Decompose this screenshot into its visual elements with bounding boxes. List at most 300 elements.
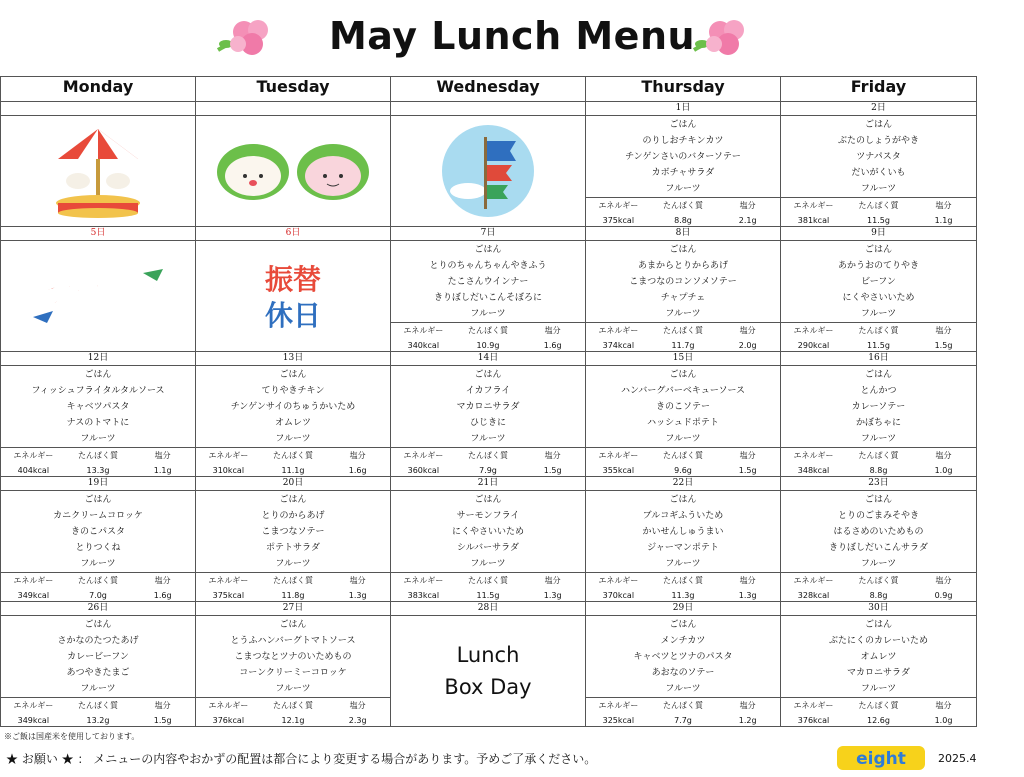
dish-item: きのこパスタ bbox=[70, 527, 125, 537]
nutrition-value: 383kcal bbox=[407, 591, 440, 600]
dish-item: カボチャサラダ bbox=[651, 168, 715, 178]
nutrition-value: 1.0g bbox=[934, 716, 953, 725]
menu-cell bbox=[781, 116, 976, 226]
nutrition-table bbox=[586, 322, 780, 353]
dish-list bbox=[196, 616, 390, 697]
nutrition-label: たんぱく質 bbox=[858, 326, 899, 335]
page-header bbox=[0, 0, 1024, 76]
nutrition-table bbox=[391, 322, 585, 353]
dish-item: カレーソテー bbox=[851, 402, 906, 412]
menu-cell bbox=[1, 616, 195, 726]
svg-text:こどもの日: こどもの日 bbox=[38, 281, 158, 309]
kashiwa-mochi-icon bbox=[213, 136, 373, 206]
nutrition-label: たんぱく質 bbox=[662, 576, 703, 585]
dish-item: フルーツ bbox=[860, 309, 897, 319]
nutrition-label: 塩分 bbox=[154, 451, 171, 460]
dish-list bbox=[781, 366, 976, 447]
day-header-tuesday: Tuesday bbox=[196, 77, 391, 102]
nutrition-value: 370kcal bbox=[602, 591, 635, 600]
nutrition-value: 340kcal bbox=[407, 341, 440, 350]
nutrition-value: 349kcal bbox=[17, 716, 50, 725]
nutrition-value: 2.1g bbox=[738, 216, 757, 225]
menu-cell bbox=[781, 366, 976, 476]
dish-list bbox=[781, 616, 976, 697]
nutrition-value: 1.3g bbox=[348, 591, 367, 600]
dish-item: ごはん bbox=[84, 495, 112, 505]
version-label: 2025.4 bbox=[938, 752, 977, 765]
date-label: 15日 bbox=[586, 352, 781, 366]
nutrition-label: たんぱく質 bbox=[77, 451, 118, 460]
date-label: 6日 bbox=[196, 227, 391, 241]
dish-list bbox=[781, 491, 976, 572]
day-cell bbox=[586, 366, 781, 477]
nutrition-label: エネルギー bbox=[598, 201, 639, 210]
dish-item: てりやきチキン bbox=[261, 386, 325, 396]
date-label: 16日 bbox=[781, 352, 977, 366]
date-label: 13日 bbox=[196, 352, 391, 366]
nutrition-value: 2.0g bbox=[738, 341, 757, 350]
dish-item: フルーツ bbox=[275, 434, 311, 444]
dish-item: ハッシュドポテト bbox=[647, 418, 719, 428]
nutrition-label: たんぱく質 bbox=[467, 326, 508, 335]
day-cell bbox=[196, 241, 391, 352]
dish-item: フルーツ bbox=[665, 684, 701, 694]
day-cell bbox=[391, 616, 586, 727]
nutrition-value: 1.3g bbox=[738, 591, 757, 600]
date-label: 9日 bbox=[781, 227, 977, 241]
nutrition-label: たんぱく質 bbox=[858, 201, 899, 210]
kodomo-no-hi-illustration bbox=[1, 241, 195, 351]
day-cell bbox=[391, 116, 586, 227]
nutrition-value: 8.8g bbox=[869, 466, 888, 475]
dish-item: きのこソテー bbox=[655, 402, 710, 412]
nutrition-label: エネルギー bbox=[13, 701, 54, 710]
day-header-thursday: Thursday bbox=[586, 77, 781, 102]
nutrition-value: 355kcal bbox=[602, 466, 635, 475]
day-cell bbox=[781, 116, 977, 227]
menu-cell bbox=[781, 241, 976, 351]
furikae-kyujitsu-illustration bbox=[196, 241, 390, 351]
date-label: 22日 bbox=[586, 477, 781, 491]
dish-item: コーンクリーミーコロッケ bbox=[239, 668, 347, 678]
dish-list bbox=[1, 616, 195, 697]
menu-cell bbox=[586, 616, 780, 726]
dish-item: のりしおチキンカツ bbox=[642, 136, 724, 146]
menu-cell bbox=[586, 366, 780, 476]
dish-item: とりのからあげ bbox=[261, 511, 325, 521]
nutrition-table bbox=[391, 572, 585, 603]
nutrition-table bbox=[391, 447, 585, 478]
date-row bbox=[1, 352, 977, 366]
menu-cell bbox=[1, 491, 195, 601]
date-label: 2日 bbox=[781, 102, 977, 116]
date-label: 5日 bbox=[1, 227, 196, 241]
dish-item: とりのちゃんちゃんやきふう bbox=[429, 261, 547, 271]
menu-cell bbox=[586, 241, 780, 351]
nutrition-value: 7.9g bbox=[479, 466, 497, 475]
nutrition-label: 塩分 bbox=[349, 451, 366, 460]
dish-list bbox=[1, 491, 195, 572]
dish-item: ごはん bbox=[669, 495, 697, 505]
dish-item: こまつなのコンソメソテー bbox=[629, 277, 737, 287]
lunch-box-line: Lunch bbox=[456, 643, 520, 667]
nutrition-value: 328kcal bbox=[797, 591, 830, 600]
nutrition-label: たんぱく質 bbox=[662, 451, 703, 460]
day-cell bbox=[781, 491, 977, 602]
nutrition-value: 1.5g bbox=[934, 341, 953, 350]
day-cell bbox=[391, 366, 586, 477]
dish-item: キャベツパスタ bbox=[66, 402, 130, 412]
nutrition-value: 2.3g bbox=[348, 716, 367, 725]
dish-item: あつやきたまご bbox=[66, 668, 130, 678]
nutrition-table bbox=[586, 197, 780, 228]
dish-item: ごはん bbox=[84, 620, 112, 630]
dish-item: とうふハンバーグトマトソース bbox=[230, 636, 356, 646]
menu-row bbox=[1, 616, 977, 727]
dish-list bbox=[391, 241, 585, 322]
nutrition-value: 11.3g bbox=[671, 591, 695, 600]
nutrition-value: 0.9g bbox=[934, 591, 953, 600]
day-cell bbox=[196, 616, 391, 727]
nutrition-label: エネルギー bbox=[793, 201, 834, 210]
dish-item: ひじきに bbox=[469, 418, 506, 428]
nutrition-label: エネルギー bbox=[208, 576, 249, 585]
dish-item: かいせんしゅうまい bbox=[642, 527, 724, 537]
dish-item: きりぼしだいこんサラダ bbox=[829, 543, 928, 553]
date-label: 27日 bbox=[196, 602, 391, 616]
day-cell bbox=[781, 616, 977, 727]
date-label bbox=[1, 102, 196, 116]
nutrition-value: 375kcal bbox=[602, 216, 635, 225]
kodomo-no-hi-icon bbox=[23, 261, 173, 331]
nutrition-label: エネルギー bbox=[793, 326, 834, 335]
day-header-friday: Friday bbox=[781, 77, 977, 102]
nutrition-value: 381kcal bbox=[797, 216, 830, 225]
dish-item: フルーツ bbox=[665, 309, 701, 319]
dish-item: フルーツ bbox=[860, 559, 897, 569]
koinobori-illustration bbox=[391, 116, 585, 226]
nutrition-label: たんぱく質 bbox=[467, 576, 508, 585]
dish-item: フルーツ bbox=[470, 559, 506, 569]
nutrition-label: たんぱく質 bbox=[662, 326, 703, 335]
nutrition-value: 11.5g bbox=[476, 591, 500, 600]
day-cell bbox=[586, 241, 781, 352]
nutrition-label: エネルギー bbox=[208, 701, 249, 710]
dish-list bbox=[586, 616, 780, 697]
menu-cell bbox=[391, 366, 585, 476]
nutrition-label: 塩分 bbox=[739, 451, 756, 460]
day-cell bbox=[586, 616, 781, 727]
nutrition-label: エネルギー bbox=[403, 576, 444, 585]
dish-item: オムレツ bbox=[274, 418, 311, 428]
dish-list bbox=[781, 116, 976, 197]
menu-row bbox=[1, 241, 977, 352]
dish-item: ごはん bbox=[864, 245, 892, 255]
nutrition-value: 8.8g bbox=[869, 591, 888, 600]
dish-item: ブルコギふういため bbox=[642, 511, 724, 521]
nutrition-table bbox=[586, 572, 780, 603]
day-cell bbox=[391, 241, 586, 352]
date-row bbox=[1, 602, 977, 616]
merry-go-round-illustration bbox=[1, 116, 195, 226]
nutrition-table bbox=[196, 447, 390, 478]
nutrition-value: 1.6g bbox=[348, 466, 367, 475]
dish-item: カニクリームコロッケ bbox=[53, 511, 143, 521]
nutrition-label: 塩分 bbox=[544, 451, 561, 460]
menu-cell bbox=[781, 616, 976, 726]
date-label: 8日 bbox=[586, 227, 781, 241]
menu-row bbox=[1, 116, 977, 227]
nutrition-label: たんぱく質 bbox=[467, 451, 508, 460]
menu-row bbox=[1, 491, 977, 602]
nutrition-label: エネルギー bbox=[208, 451, 249, 460]
nutrition-label: 塩分 bbox=[935, 576, 952, 585]
nutrition-table bbox=[781, 572, 976, 603]
nutrition-label: 塩分 bbox=[739, 701, 756, 710]
nutrition-table bbox=[1, 572, 195, 603]
dish-item: ごはん bbox=[864, 370, 892, 380]
nutrition-table bbox=[781, 197, 976, 228]
furikae-kyujitsu-icon bbox=[238, 251, 348, 341]
merry-go-round-icon bbox=[48, 121, 148, 221]
dish-item: ごはん bbox=[279, 370, 307, 380]
nutrition-value: 8.8g bbox=[674, 216, 692, 225]
page-title: May Lunch Menu bbox=[328, 14, 696, 58]
dish-list bbox=[1, 366, 195, 447]
nutrition-value: 349kcal bbox=[17, 591, 50, 600]
dish-item: ごはん bbox=[864, 495, 892, 505]
day-cell bbox=[196, 491, 391, 602]
nutrition-label: たんぱく質 bbox=[272, 576, 313, 585]
nutrition-value: 1.1g bbox=[934, 216, 953, 225]
nutrition-value: 1.5g bbox=[738, 466, 757, 475]
nutrition-value: 7.7g bbox=[674, 716, 692, 725]
nutrition-value: 310kcal bbox=[212, 466, 245, 475]
logo-text: eight bbox=[856, 749, 906, 769]
dish-item: キャベツとツナのパスタ bbox=[633, 652, 733, 662]
nutrition-label: エネルギー bbox=[598, 701, 639, 710]
date-label bbox=[391, 102, 586, 116]
dish-item: ごはん bbox=[864, 620, 892, 630]
nutrition-label: 塩分 bbox=[544, 326, 561, 335]
nutrition-value: 11.5g bbox=[867, 341, 890, 350]
nutrition-label: エネルギー bbox=[403, 326, 444, 335]
menu-cell bbox=[781, 491, 976, 601]
kashiwa-mochi-illustration bbox=[196, 116, 390, 226]
rice-note: ※ご飯は国産米を使用しております。 bbox=[4, 732, 140, 741]
nutrition-label: 塩分 bbox=[935, 201, 952, 210]
nutrition-value: 9.6g bbox=[674, 466, 692, 475]
nutrition-value: 374kcal bbox=[602, 341, 635, 350]
nutrition-table bbox=[781, 447, 976, 478]
day-cell bbox=[781, 241, 977, 352]
date-row bbox=[1, 102, 977, 116]
nutrition-value: 1.2g bbox=[738, 716, 757, 725]
day-header-wednesday: Wednesday bbox=[391, 77, 586, 102]
dish-item: ごはん bbox=[864, 120, 892, 130]
day-cell bbox=[781, 366, 977, 477]
nutrition-table bbox=[196, 572, 390, 603]
day-cell bbox=[1, 241, 196, 352]
nutrition-label: たんぱく質 bbox=[662, 701, 703, 710]
dish-item: フルーツ bbox=[470, 434, 506, 444]
dish-item: ポテトサラダ bbox=[266, 543, 320, 553]
nutrition-label: エネルギー bbox=[403, 451, 444, 460]
dish-item: ごはん bbox=[474, 370, 502, 380]
dish-item: きりぼしだいこんそぼろに bbox=[433, 293, 542, 303]
dish-item: たこさんウインナー bbox=[447, 277, 529, 287]
nutrition-label: たんぱく質 bbox=[858, 576, 899, 585]
dish-item: シルバーサラダ bbox=[456, 543, 520, 553]
nutrition-label: エネルギー bbox=[598, 326, 639, 335]
day-cell bbox=[196, 366, 391, 477]
dish-item: ぶたのしょうがやき bbox=[837, 136, 919, 146]
day-header-monday: Monday bbox=[1, 77, 196, 102]
dish-list bbox=[391, 366, 585, 447]
dish-item: ごはん bbox=[474, 495, 502, 505]
dish-item: ごはん bbox=[474, 245, 502, 255]
date-label: 19日 bbox=[1, 477, 196, 491]
nutrition-value: 376kcal bbox=[797, 716, 830, 725]
dish-item: マカロニサラダ bbox=[456, 402, 520, 412]
menu-cell bbox=[196, 616, 390, 726]
dish-list bbox=[196, 491, 390, 572]
dish-item: ジャーマンポテト bbox=[647, 543, 719, 553]
nutrition-label: 塩分 bbox=[935, 701, 952, 710]
dish-item: ごはん bbox=[669, 245, 697, 255]
carnation-icon bbox=[690, 10, 752, 66]
dish-item: フルーツ bbox=[470, 309, 506, 319]
nutrition-value: 348kcal bbox=[797, 466, 830, 475]
dish-item: メンチカツ bbox=[660, 636, 706, 646]
nutrition-label: 塩分 bbox=[154, 701, 171, 710]
nutrition-value: 10.9g bbox=[476, 341, 500, 350]
nutrition-value: 12.1g bbox=[281, 716, 305, 725]
date-label: 12日 bbox=[1, 352, 196, 366]
dish-item: はるさめのいためもの bbox=[833, 527, 924, 537]
dish-item: フルーツ bbox=[665, 184, 701, 194]
menu-cell bbox=[391, 241, 585, 351]
nutrition-value: 1.6g bbox=[543, 341, 562, 350]
day-cell bbox=[1, 491, 196, 602]
nutrition-label: 塩分 bbox=[739, 201, 756, 210]
dish-list bbox=[781, 241, 976, 322]
nutrition-label: エネルギー bbox=[793, 451, 834, 460]
day-cell bbox=[196, 116, 391, 227]
nutrition-value: 404kcal bbox=[17, 466, 50, 475]
nutrition-label: たんぱく質 bbox=[77, 701, 118, 710]
nutrition-label: 塩分 bbox=[544, 576, 561, 585]
dish-item: サーモンフライ bbox=[456, 511, 520, 521]
date-label: 30日 bbox=[781, 602, 977, 616]
nutrition-value: 11.8g bbox=[281, 591, 305, 600]
dish-item: だいがくいも bbox=[851, 168, 906, 178]
dish-item: フルーツ bbox=[860, 184, 897, 194]
lunch-menu-table bbox=[0, 76, 977, 727]
nutrition-table bbox=[586, 447, 780, 478]
date-label: 14日 bbox=[391, 352, 586, 366]
dish-item: あまからとりからあげ bbox=[637, 261, 728, 271]
dish-item: ごはん bbox=[669, 370, 697, 380]
dish-item: ごはん bbox=[669, 120, 697, 130]
date-label: 21日 bbox=[391, 477, 586, 491]
nutrition-label: たんぱく質 bbox=[858, 451, 899, 460]
dish-item: フルーツ bbox=[80, 434, 116, 444]
dish-item: ごはん bbox=[279, 495, 307, 505]
menu-row bbox=[1, 366, 977, 477]
menu-cell bbox=[586, 491, 780, 601]
dish-item: ぶたにくのカレーいため bbox=[828, 636, 928, 646]
lunch-box-line: Box Day bbox=[444, 675, 532, 699]
date-label: 1日 bbox=[586, 102, 781, 116]
nutrition-value: 1.1g bbox=[153, 466, 172, 475]
dish-item: ナスのトマトに bbox=[66, 418, 130, 428]
nutrition-table bbox=[781, 322, 976, 353]
dish-item: にくやさいいため bbox=[451, 527, 524, 537]
dish-item: チンゲンさいのバターソテー bbox=[625, 152, 741, 162]
dish-item: とりつくね bbox=[75, 543, 121, 553]
dish-item: マカロニサラダ bbox=[847, 668, 910, 678]
day-cell bbox=[1, 366, 196, 477]
nutrition-label: エネルギー bbox=[793, 576, 834, 585]
dish-item: にくやさいいため bbox=[842, 293, 915, 303]
eight-logo bbox=[835, 744, 927, 772]
date-label: 23日 bbox=[781, 477, 977, 491]
dish-item: ツナパスタ bbox=[856, 152, 901, 162]
dish-list bbox=[586, 366, 780, 447]
nutrition-label: たんぱく質 bbox=[272, 701, 313, 710]
dish-item: フルーツ bbox=[80, 684, 116, 694]
dish-item: フルーツ bbox=[860, 684, 897, 694]
nutrition-value: 1.3g bbox=[543, 591, 562, 600]
nutrition-value: 1.5g bbox=[543, 466, 562, 475]
dish-item: こまつなとツナのいためもの bbox=[234, 652, 352, 662]
koinobori-icon bbox=[438, 121, 538, 221]
menu-cell bbox=[196, 491, 390, 601]
menu-cell bbox=[196, 366, 390, 476]
dish-item: カレービーフン bbox=[67, 652, 129, 662]
dish-item: フルーツ bbox=[80, 559, 116, 569]
date-label: 20日 bbox=[196, 477, 391, 491]
date-label: 28日 bbox=[391, 602, 586, 616]
lunch-box-day bbox=[391, 616, 585, 726]
nutrition-value: 11.7g bbox=[671, 341, 695, 350]
nutrition-label: たんぱく質 bbox=[77, 576, 118, 585]
nutrition-value: 1.6g bbox=[153, 591, 172, 600]
day-cell bbox=[586, 116, 781, 227]
nutrition-value: 360kcal bbox=[407, 466, 440, 475]
dish-item: フルーツ bbox=[665, 559, 701, 569]
nutrition-value: 11.5g bbox=[867, 216, 890, 225]
nutrition-label: エネルギー bbox=[793, 701, 834, 710]
nutrition-label: エネルギー bbox=[13, 451, 54, 460]
dish-list bbox=[586, 116, 780, 197]
dish-item: ビーフン bbox=[861, 277, 896, 287]
date-label: 26日 bbox=[1, 602, 196, 616]
dish-item: ごはん bbox=[669, 620, 697, 630]
nutrition-value: 376kcal bbox=[212, 716, 245, 725]
dish-item: とりのごまみそやき bbox=[837, 511, 919, 521]
nutrition-label: エネルギー bbox=[598, 576, 639, 585]
nutrition-label: 塩分 bbox=[935, 451, 952, 460]
dish-item: フルーツ bbox=[860, 434, 897, 444]
nutrition-label: エネルギー bbox=[13, 576, 54, 585]
dish-list bbox=[196, 366, 390, 447]
nutrition-value: 7.0g bbox=[89, 591, 107, 600]
menu-cell bbox=[1, 366, 195, 476]
dish-item: とんかつ bbox=[860, 386, 897, 396]
dish-list bbox=[586, 241, 780, 322]
